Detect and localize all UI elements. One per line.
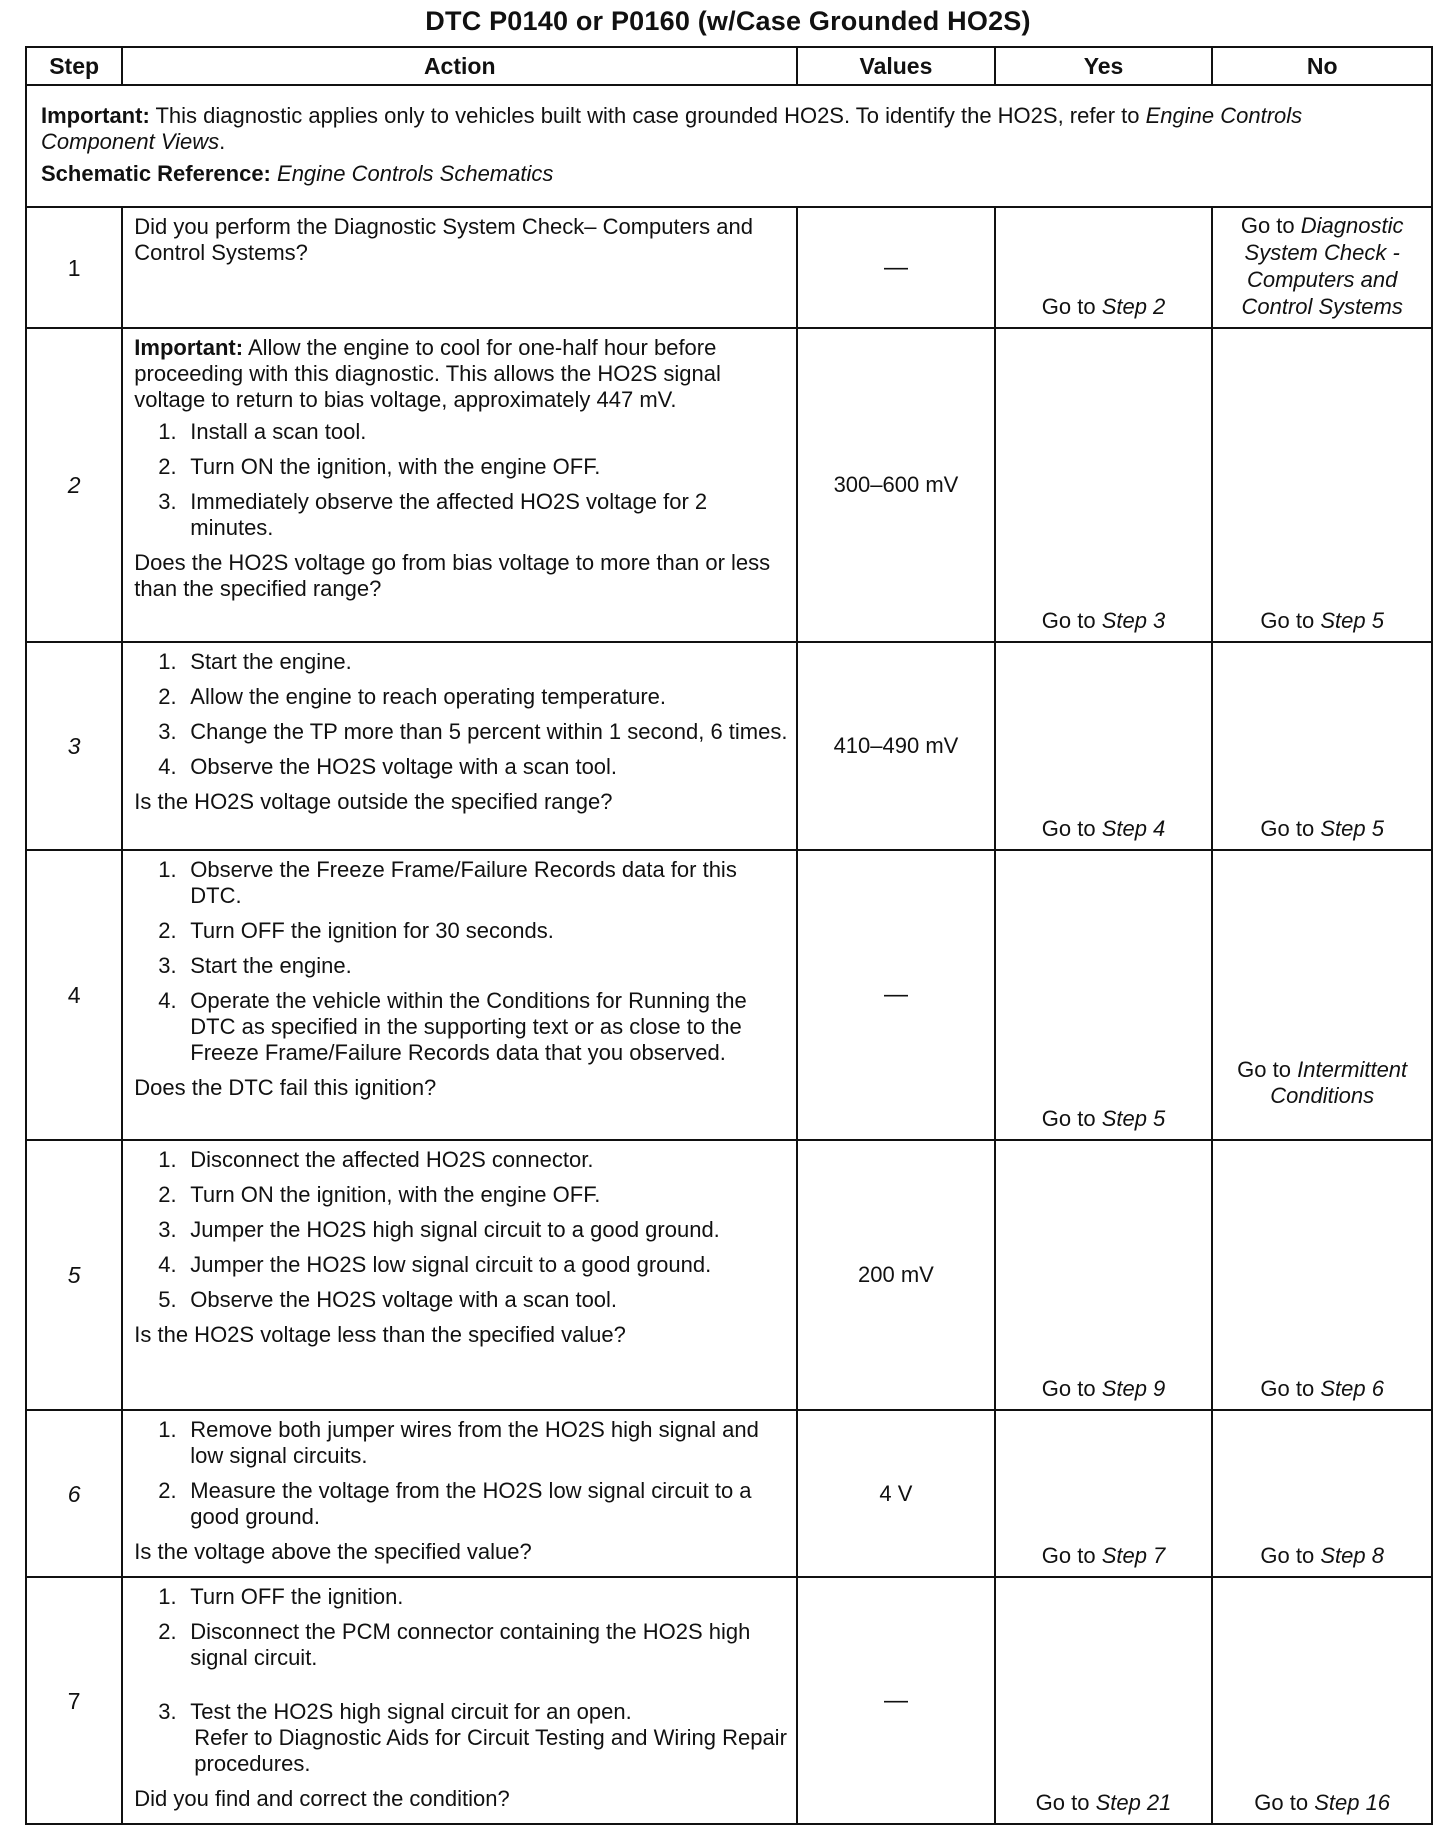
value-cell: 200 mV [797, 1140, 995, 1410]
no-cell [1212, 328, 1432, 642]
procedure-list [134, 857, 788, 1066]
important-row [26, 85, 1432, 207]
header-values: Values [797, 47, 995, 85]
step-number: 2 [26, 328, 122, 642]
procedure-text: Jumper the HO2S low signal circuit to a good ground. [190, 1252, 712, 1277]
header-step: Step [26, 47, 122, 85]
procedure-item: 3. Immediately observe the affected HO2S voltage for 2 minutes. [158, 489, 708, 540]
procedure-item: 5. Observe the HO2S voltage with a scan tool. [158, 1287, 618, 1312]
procedure-text: Start the engine. [190, 953, 352, 978]
procedure-list [134, 1147, 788, 1313]
table-row [26, 328, 1432, 642]
procedure-item: 1. Disconnect the affected HO2S connector. [158, 1147, 594, 1172]
action-question: Is the voltage above the specified value? [134, 1539, 532, 1564]
procedure-item: 2. Turn OFF the ignition for 30 seconds. [158, 918, 554, 943]
header-row [26, 47, 1432, 85]
yes-cell [995, 642, 1213, 850]
no-cell [1212, 1410, 1432, 1577]
page-title: DTC P0140 or P0160 (w/Case Grounded HO2S) [425, 6, 1031, 36]
action-question: Is the HO2S voltage less than the specified value? [134, 1322, 626, 1347]
action-question: Did you find and correct the condition? [134, 1786, 510, 1811]
value-cell: 4 V [797, 1410, 995, 1577]
action-cell [122, 850, 797, 1140]
procedure-item: 2. Disconnect the PCM connector containing the HO2S high signal circuit. [158, 1619, 751, 1670]
action-cell [122, 207, 797, 328]
no-cell [1212, 642, 1432, 850]
important-label: Important: [41, 103, 150, 128]
yes-link[interactable]: Step 7 [1101, 1543, 1166, 1568]
procedure-text: Observe the HO2S voltage with a scan tool. [190, 1287, 618, 1312]
procedure-list [134, 419, 788, 541]
procedure-item: 3. Test the HO2S high signal circuit for an open. Refer to Diagnostic Aids for Circuit Testing and Wiring Repair procedures. [158, 1699, 787, 1776]
procedure-text: Jumper the HO2S high signal circuit to a good ground. [190, 1217, 720, 1242]
schematics-link[interactable]: Engine Controls Schematics [277, 161, 554, 186]
table-row [26, 1410, 1432, 1577]
procedure-item: 1. Start the engine. [158, 649, 352, 674]
no-link[interactable]: Step 6 [1320, 1376, 1384, 1401]
yes-prefix: Go to [1041, 1543, 1096, 1568]
action-cell [122, 642, 797, 850]
yes-cell [995, 207, 1213, 328]
procedure-text: Allow the engine to reach operating temperature. [190, 684, 667, 709]
value-cell: 410–490 mV [797, 642, 995, 850]
component-views-link[interactable]: Engine Controls Component Views [41, 103, 1303, 154]
action-question: Did you perform the Diagnostic System Check– Computers and Control Systems? [134, 214, 753, 265]
yes-cell [995, 1140, 1213, 1410]
diagnostic-table [25, 46, 1433, 1825]
no-cell [1212, 1140, 1432, 1410]
no-prefix: Go to [1237, 1057, 1291, 1082]
no-prefix: Go to [1240, 213, 1295, 238]
yes-link[interactable]: Step 2 [1101, 294, 1166, 319]
header-no: No [1212, 47, 1432, 85]
step-number: 5 [26, 1140, 122, 1410]
action-cell [122, 328, 797, 642]
no-cell [1212, 850, 1432, 1140]
procedure-text: Turn OFF the ignition. [190, 1584, 404, 1609]
step-number: 1 [26, 207, 122, 328]
procedure-text: Start the engine. [190, 649, 352, 674]
value-text: — [883, 253, 908, 281]
no-prefix: Go to [1260, 1376, 1315, 1401]
table-row [26, 207, 1432, 328]
procedure-text: Observe the HO2S voltage with a scan tool. [190, 754, 618, 779]
procedure-item: 4. Jumper the HO2S low signal circuit to a good ground. [158, 1252, 712, 1277]
no-prefix: Go to [1260, 608, 1315, 633]
procedure-item: 1. Install a scan tool. [158, 419, 367, 444]
value-cell [797, 1577, 995, 1824]
procedure-text: Immediately observe the affected HO2S voltage for 2 minutes. [190, 489, 708, 540]
procedure-text: Test the HO2S high signal circuit for an open. [190, 1699, 632, 1724]
no-link[interactable]: Step 5 [1320, 816, 1384, 841]
procedure-text: Disconnect the affected HO2S connector. [190, 1147, 594, 1172]
procedure-item: 1. Observe the Freeze Frame/Failure Records data for this DTC. [158, 857, 737, 908]
value-cell: 300–600 mV [797, 328, 995, 642]
action-intro [134, 335, 788, 413]
procedure-text: Remove both jumper wires from the HO2S high signal and low signal circuits. [190, 1417, 759, 1468]
intro-label: Important: [134, 335, 244, 360]
yes-cell [995, 850, 1213, 1140]
procedure-text: Install a scan tool. [190, 419, 367, 444]
procedure-list [134, 1417, 788, 1530]
yes-link[interactable]: Step 9 [1101, 1376, 1166, 1401]
value-text: — [883, 981, 908, 1008]
procedure-item: 1. Remove both jumper wires from the HO2S high signal and low signal circuits. [158, 1417, 759, 1468]
procedure-text: Turn OFF the ignition for 30 seconds. [190, 918, 554, 943]
procedure-text: Measure the voltage from the HO2S low signal circuit to a good ground. [190, 1478, 752, 1529]
yes-link[interactable]: Step 5 [1101, 1106, 1166, 1131]
procedure-note: Refer to Diagnostic Aids for Circuit Testing and Wiring Repair procedures. [194, 1725, 787, 1776]
yes-cell [995, 328, 1213, 642]
no-link[interactable]: Step 5 [1320, 608, 1384, 633]
no-link[interactable]: Step 16 [1314, 1790, 1391, 1815]
procedure-item: 2. Measure the voltage from the HO2S low signal circuit to a good ground. [158, 1478, 752, 1529]
no-prefix: Go to [1260, 816, 1315, 841]
value-text: — [883, 1686, 908, 1714]
procedure-item: 1. Turn OFF the ignition. [158, 1584, 404, 1609]
important-text: This diagnostic applies only to vehicles built with case grounded HO2S. To identify the HO2S, refer to [155, 103, 1140, 128]
procedure-text: Change the TP more than 5 percent within 1 second, 6 times. [190, 719, 788, 744]
action-question: Does the DTC fail this ignition? [134, 1075, 437, 1100]
intro-text: Allow the engine to cool for one-half hour before proceeding with this diagnostic. This allows the HO2S signal voltage to return to bias voltage, approximately 447 mV. [134, 335, 721, 412]
procedure-text: Turn ON the ignition, with the engine OFF. [190, 1182, 601, 1207]
procedure-text: Observe the Freeze Frame/Failure Records data for this DTC. [190, 857, 737, 908]
header-action: Action [122, 47, 797, 85]
action-question: Is the HO2S voltage outside the specified range? [134, 789, 613, 814]
no-link[interactable]: Intermittent Conditions [1270, 1057, 1408, 1108]
action-question: Does the HO2S voltage go from bias voltage to more than or less than the specified range? [134, 550, 771, 601]
action-cell [122, 1410, 797, 1577]
yes-link[interactable]: Step 21 [1095, 1790, 1172, 1815]
value-cell [797, 207, 995, 328]
procedure-item: 4. Observe the HO2S voltage with a scan tool. [158, 754, 618, 779]
no-prefix: Go to [1260, 1543, 1315, 1568]
table-row [26, 850, 1432, 1140]
step-number: 3 [26, 642, 122, 850]
yes-prefix: Go to [1041, 1376, 1096, 1401]
yes-link[interactable]: Step 4 [1101, 816, 1166, 841]
yes-prefix: Go to [1041, 816, 1096, 841]
procedure-item: 3. Change the TP more than 5 percent within 1 second, 6 times. [158, 719, 788, 744]
table-row [26, 642, 1432, 850]
value-cell [797, 850, 995, 1140]
procedure-item: 3. Jumper the HO2S high signal circuit to a good ground. [158, 1217, 720, 1242]
no-prefix: Go to [1254, 1790, 1309, 1815]
procedure-list [134, 1584, 788, 1777]
header-yes: Yes [995, 47, 1213, 85]
yes-link[interactable]: Step 3 [1101, 608, 1166, 633]
schematic-label: Schematic Reference: [41, 161, 271, 186]
procedure-text: Operate the vehicle within the Conditions for Running the DTC as specified in the supporting text or as close to the Freeze Frame/Failure Records data that you observed. [190, 988, 747, 1065]
action-cell [122, 1577, 797, 1824]
yes-cell [995, 1410, 1213, 1577]
procedure-list [134, 649, 788, 780]
procedure-item: 2. Turn ON the ignition, with the engine OFF. [158, 1182, 601, 1207]
table-row [26, 1577, 1432, 1824]
step-number: 6 [26, 1410, 122, 1577]
yes-cell [995, 1577, 1213, 1824]
action-cell [122, 1140, 797, 1410]
procedure-text: Disconnect the PCM connector containing the HO2S high signal circuit. [190, 1619, 751, 1670]
important-note [41, 103, 1417, 155]
procedure-item: 2. Allow the engine to reach operating temperature. [158, 684, 667, 709]
yes-prefix: Go to [1035, 1790, 1090, 1815]
no-link[interactable]: Step 8 [1320, 1543, 1384, 1568]
procedure-item: 3. Start the engine. [158, 953, 352, 978]
no-cell [1212, 207, 1432, 328]
step-number: 4 [26, 850, 122, 1140]
yes-prefix: Go to [1041, 1106, 1096, 1131]
procedure-text: Turn ON the ignition, with the engine OFF. [190, 454, 601, 479]
important-period: . [219, 129, 226, 154]
step-number: 7 [26, 1577, 122, 1824]
procedure-item: 4. Operate the vehicle within the Conditions for Running the DTC as specified in the supporting text or as close to the Freeze Frame/Failure Records data that you observed. [158, 988, 747, 1065]
yes-prefix: Go to [1041, 294, 1096, 319]
yes-prefix: Go to [1041, 608, 1096, 633]
important-cell [26, 85, 1432, 207]
no-link[interactable]: Diagnostic System Check - Computers and Control Systems [1241, 213, 1404, 319]
no-cell [1212, 1577, 1432, 1824]
schematic-reference [41, 161, 1417, 187]
procedure-item: 2. Turn ON the ignition, with the engine OFF. [158, 454, 601, 479]
table-row [26, 1140, 1432, 1410]
